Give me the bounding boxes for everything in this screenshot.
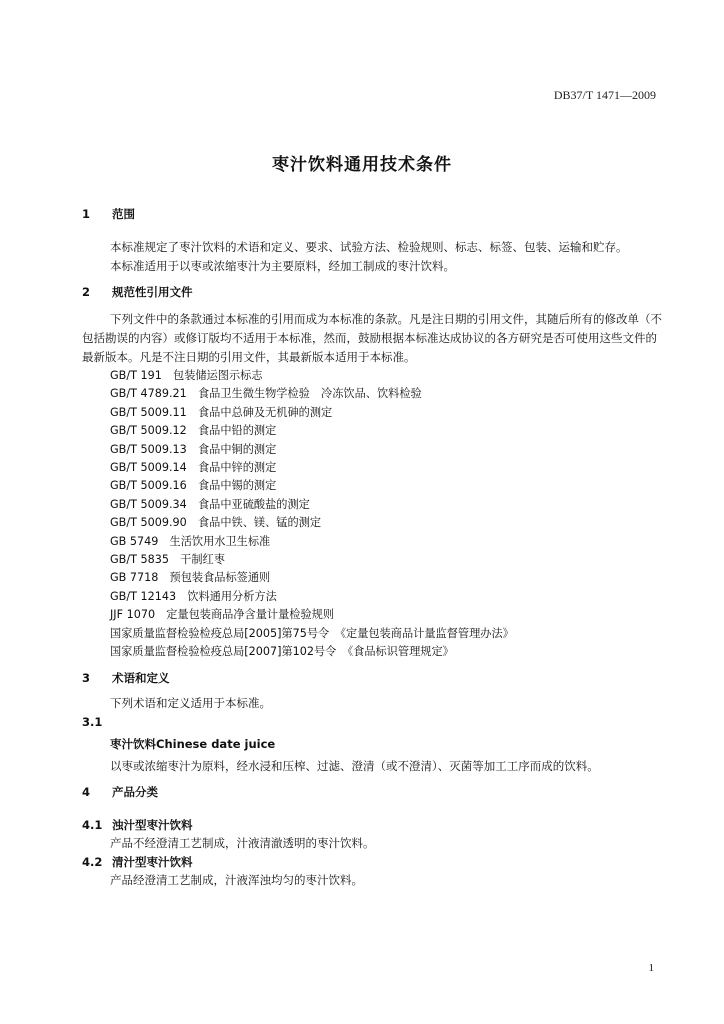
scope-paragraph-2: 本标准适用于以枣或浓缩枣汁为主要原料，经加工制成的枣汁饮料。	[110, 259, 455, 273]
reference-item: GB/T 12143 饮料通用分析方法	[110, 589, 277, 603]
section-1-heading	[82, 206, 662, 228]
standard-code: DB37/T 1471—2009	[553, 88, 656, 102]
section-2-heading	[82, 284, 662, 306]
section-3-title: 术语和定义	[112, 670, 170, 685]
term-name: 枣汁饮料Chinese date juice	[110, 736, 276, 751]
subclause-4-2-number: 4.2	[82, 854, 103, 869]
reference-item: GB/T 191 包装储运图示标志	[110, 369, 263, 382]
reference-item: GB 5749 生活饮用水卫生标准	[110, 534, 271, 548]
section-4-number: 4	[82, 784, 91, 799]
subclause-4-1-title: 浊汁型枣汁饮料	[112, 817, 193, 832]
reference-item: GB/T 5835 干制红枣	[110, 553, 225, 567]
reference-item: 国家质量监督检验检疫总局[2007]第102号令 《食品标识管理规定》	[110, 645, 454, 659]
subclause-4-1-text: 产品不经澄清工艺制成，汁液清澈透明的枣汁饮料。	[110, 835, 375, 850]
section-1-title: 范围	[112, 207, 135, 221]
reference-item: GB/T 5009.14 食品中锌的测定	[110, 461, 277, 475]
reference-list	[82, 367, 662, 662]
reference-item: 国家质量监督检验检疫总局[2005]第75号令 《定量包装商品计量监督管理办法》	[110, 626, 514, 640]
section-1-number: 1	[82, 207, 91, 221]
reference-item: GB/T 5009.13 食品中铜的测定	[110, 442, 277, 456]
section-4-title: 产品分类	[112, 784, 158, 799]
reference-item: GB/T 4789.21 食品卫生微生物学检验 冷冻饮品、饮料检验	[110, 387, 422, 401]
reference-item: GB/T 5009.34 食品中亚硫酸盐的测定	[110, 497, 310, 511]
term-definition: 以枣或浓缩枣汁为原料，经水浸和压榨、过滤、澄清（或不澄清）、灭菌等加工工序而成的饮料。	[110, 758, 599, 773]
reference-item: GB/T 5009.90 食品中铁、镁、锰的测定	[110, 516, 322, 530]
section-2-number: 2	[82, 285, 91, 299]
reference-item: GB 7718 预包装食品标签通则	[110, 571, 271, 585]
document-body	[82, 206, 662, 890]
page-number: 1	[648, 962, 654, 974]
terms-intro-paragraph: 下列术语和定义适用于本标准。	[110, 695, 271, 710]
section-3-heading	[82, 670, 662, 692]
subclause-4-1-number: 4.1	[82, 817, 103, 832]
reference-item: GB/T 5009.11 食品中总砷及无机砷的测定	[110, 405, 333, 419]
document-title: 枣汁饮料通用技术条件	[272, 155, 452, 175]
subclause-4-2-heading	[82, 853, 662, 871]
reference-item: JJF 1070 定量包装商品净含量计量检验规则	[110, 608, 335, 622]
subclause-4-2-title: 清汁型枣汁饮料	[112, 854, 193, 869]
reference-item: GB/T 5009.16 食品中锡的测定	[110, 479, 277, 493]
references-intro-paragraph: 下列文件中的条款通过本标准的引用而成为本标准的条款。凡是注日期的引用文件，其随后所有的修改单（不包括勘误的内容）或修订版均不适用于本标准，然而，鼓励根据本标准达成协议的各方研究是否可使用这些文件的最新版本。凡是不注日期的引用文件，其最新版本适用于本标准。	[82, 312, 662, 364]
scope-paragraph-1: 本标准规定了枣汁饮料的术语和定义、要求、试验方法、检验规则、标志、标签、包装、运输和贮存。	[110, 240, 628, 254]
subclause-4-2-text: 产品经澄清工艺制成，汁液浑浊均匀的枣汁饮料。	[110, 872, 363, 887]
section-3-number: 3	[82, 670, 91, 685]
subclause-3-1-number: 3.1	[82, 714, 103, 729]
subclause-4-1-heading	[82, 816, 662, 834]
reference-item: GB/T 5009.12 食品中铅的测定	[110, 424, 277, 438]
section-2-title: 规范性引用文件	[112, 285, 193, 299]
section-4-heading	[82, 784, 662, 806]
